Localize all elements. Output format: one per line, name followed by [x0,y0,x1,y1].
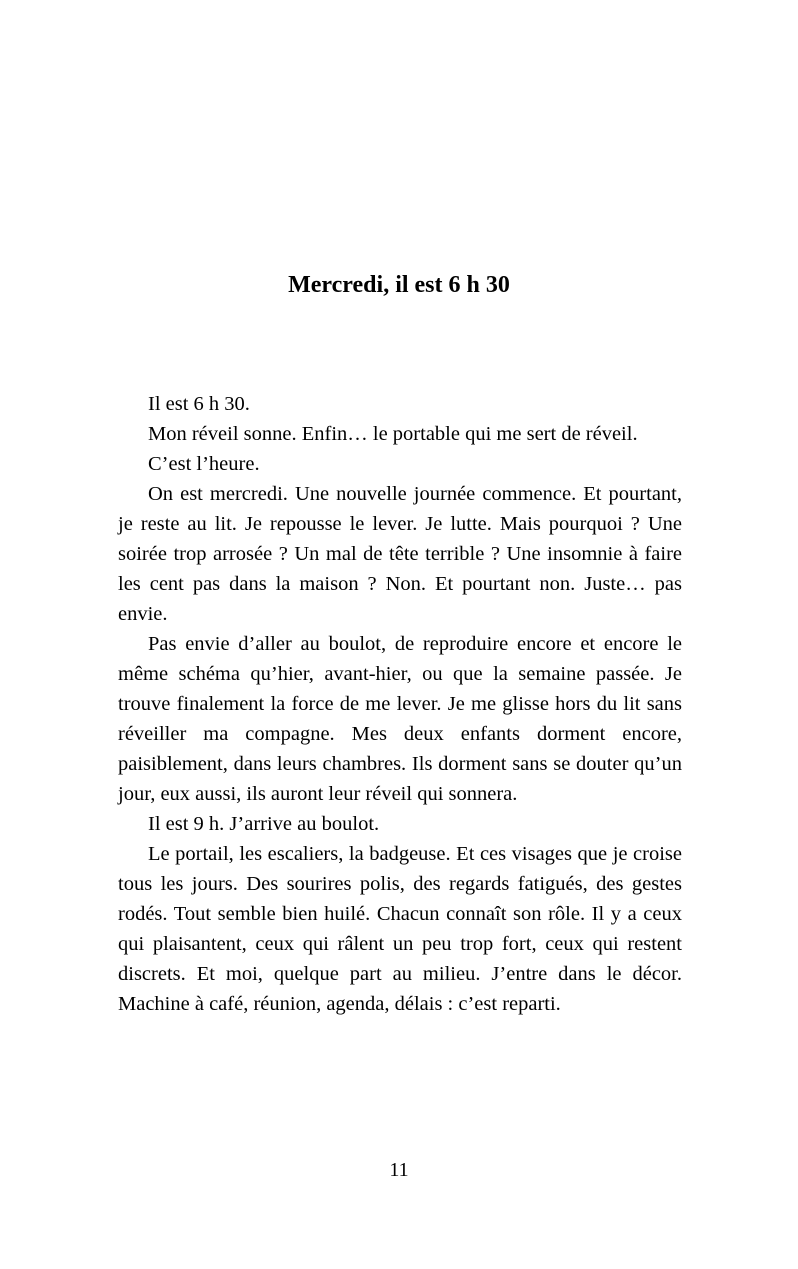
paragraph: C’est l’heure. [148,453,260,475]
paragraph: Il est 6 h 30. [148,393,250,415]
paragraph: Il est 9 h. J’arrive au boulot. [148,813,380,835]
page-number: 11 [389,1159,409,1181]
paragraph: On est mercredi. Une nouvelle journée commence. Et pourtant, je reste au lit. Je repousse le lever. Je lutte. Mais pourquoi ? Une soirée trop arrosée ? Un mal de tête terrible ? Une insomnie à faire les cent pas dans la maison ? Non. Et pourtant non. Juste… pas envie. [118,483,682,625]
paragraph: Le portail, les escaliers, la badgeuse. Et ces visages que je croise tous les jours. Des sourires polis, des regards fatigués, des gestes rodés. Tout semble bien huilé. Chacun connaît son rôle. Il y a ceux qui plaisantent, ceux qui râlent un peu trop fort, ceux qui restent discrets. Et moi, quelque part au milieu. J’entre dans le décor. Machine à café, réunion, agenda, délais : c’est reparti. [118,843,682,1015]
chapter-body [118,389,682,1019]
paragraph: Pas envie d’aller au boulot, de reproduire encore et encore le même schéma qu’hier, avant-hier, ou que la semaine passée. Je trouve finalement la force de me lever. Je me glisse hors du lit sans réveiller ma compagne. Mes deux enfants dorment encore, paisiblement, dans leurs chambres. Ils dorment sans se douter qu’un jour, eux aussi, ils auront leur réveil qui sonnera. [118,633,682,805]
chapter-title: Mercredi, il est 6 h 30 [288,272,510,298]
paragraph: Mon réveil sonne. Enfin… le portable qui me sert de réveil. [148,423,638,445]
